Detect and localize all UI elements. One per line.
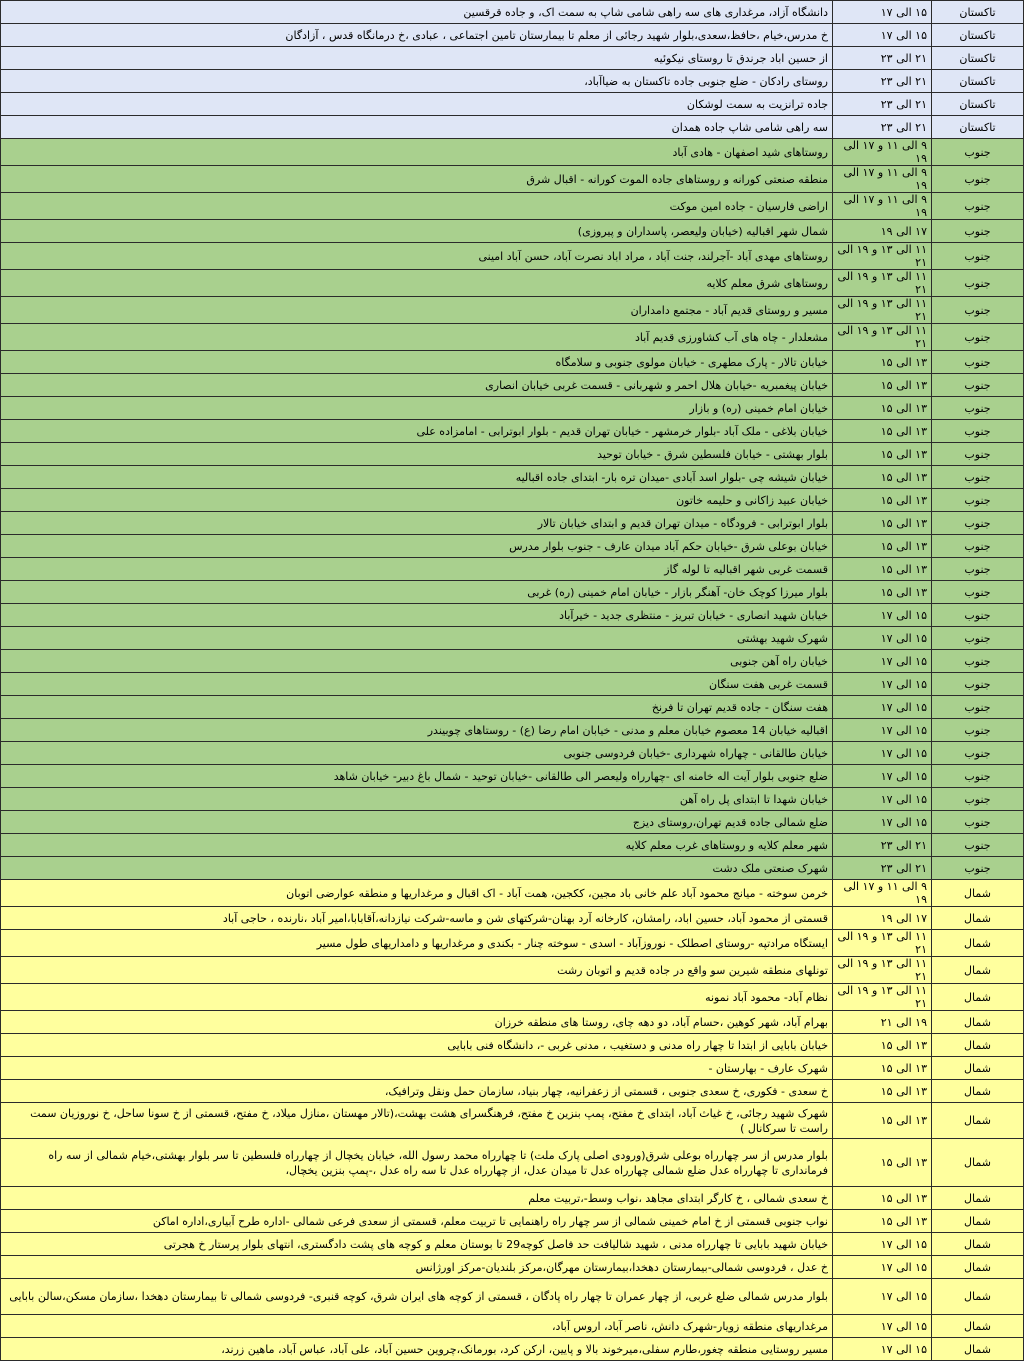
area-cell: روستاهای شرق معلم کلایه (1, 270, 833, 297)
hours-cell: ۱۳ الی ۱۵ (833, 466, 932, 489)
area-cell: خیابان بلاغی - ملک آباد -بلوار خرمشهر - خیابان تهران قدیم - بلوار ابوترابی - امامزاده علی (1, 420, 833, 443)
area-cell: قسمتی از محمود آباد، حسین اباد، رامشان، کارخانه آرد بهنان-شرکتهای شن و ماسه-شرکت نیازدانه،آقابابا،امیر آباد ،نارنده ، حاجی آباد (1, 907, 833, 930)
region-cell: شمال (932, 1103, 1024, 1139)
area-cell: روستاهای شید اصفهان - هادی آباد (1, 139, 833, 166)
area-cell: شهرک عارف - بهارستان - (1, 1057, 833, 1080)
hours-cell: ۱۵ الی ۱۷ (833, 1315, 932, 1338)
outage-row (1, 1, 1024, 24)
region-cell: شمال (932, 1256, 1024, 1279)
hours-cell: ۱۱ الی ۱۳ و ۱۹ الی ۲۱ (833, 930, 932, 957)
region-cell: شمال (932, 1080, 1024, 1103)
hours-cell: ۱۱ الی ۱۳ و ۱۹ الی ۲۱ (833, 243, 932, 270)
outage-row (1, 742, 1024, 765)
hours-cell: ۱۳ الی ۱۵ (833, 558, 932, 581)
region-cell: جنوب (932, 558, 1024, 581)
area-cell: خیابان بوعلی شرق -خیابان حکم آباد میدان عارف - جنوب بلوار مدرس (1, 535, 833, 558)
hours-cell: ۲۱ الی ۲۳ (833, 93, 932, 116)
hours-cell: ۱۱ الی ۱۳ و ۱۹ الی ۲۱ (833, 984, 932, 1011)
hours-cell: ۱۵ الی ۱۷ (833, 788, 932, 811)
outage-row (1, 466, 1024, 489)
area-cell: شهرک صنعتی ملک دشت (1, 857, 833, 880)
area-cell: خیابان امام خمینی (ره) و بازار (1, 397, 833, 420)
area-cell: مرغداریهای منطقه زویار-شهرک دانش، ناصر آباد، اروس آباد، (1, 1315, 833, 1338)
area-cell: بلوار مدرس از سر چهارراه بوعلی شرق(ورودی اصلی پارک ملت) تا چهارراه محمد رسول الله، خیابان یخچال از چهارراه فلسطین تا سر بلوار بهشتی،خیام شمالی از سه راه فرمانداری تا چهارراه عدل ضلع شمالی چهارراه عدل تا میدان عدل، از چهارراه عدل تا سه راه عدل ،-پمپ بنزین یخچال، (1, 1139, 833, 1187)
hours-cell: ۱۱ الی ۱۳ و ۱۹ الی ۲۱ (833, 324, 932, 351)
area-cell: قسمت غربی شهر اقبالیه تا لوله گاز (1, 558, 833, 581)
hours-cell: ۱۳ الی ۱۵ (833, 535, 932, 558)
hours-cell: ۱۵ الی ۱۷ (833, 604, 932, 627)
area-cell: تونلهای منطقه شیرین سو واقع در جاده قدیم و اتوبان رشت (1, 957, 833, 984)
outage-row (1, 650, 1024, 673)
region-cell: جنوب (932, 627, 1024, 650)
area-cell: خ عدل ، فردوسی شمالی-بیمارستان دهخدا،بیمارستان مهرگان،مرکز بلندیان-مرکز اورژانس (1, 1256, 833, 1279)
region-cell: جنوب (932, 324, 1024, 351)
outage-row (1, 443, 1024, 466)
area-cell: نواب جنوبی قسمتی از خ امام خمینی شمالی از سر چهار راه راهنمایی تا تربیت معلم، قسمتی از سعدی فرعی شمالی -اداره طرح آبیاری،اداره اماکن (1, 1210, 833, 1233)
area-cell: مشعلدار - چاه های آب کشاورزی قدیم آباد (1, 324, 833, 351)
area-cell: خیابان تالار - پارک مطهری - خیابان مولوی جنوبی و سلامگاه (1, 351, 833, 374)
area-cell: ضلع جنوبی بلوار آیت اله خامنه ای -چهارراه ولیعصر الی طالقانی -خیابان توحید - شمال باغ دبیر- خیابان شاهد (1, 765, 833, 788)
region-cell: جنوب (932, 673, 1024, 696)
hours-cell: ۲۱ الی ۲۳ (833, 116, 932, 139)
hours-cell: ۹ الی ۱۱ و ۱۷ الی ۱۹ (833, 166, 932, 193)
hours-cell: ۹ الی ۱۱ و ۱۷ الی ۱۹ (833, 193, 932, 220)
region-cell: جنوب (932, 696, 1024, 719)
region-cell: جنوب (932, 742, 1024, 765)
region-cell: شمال (932, 1233, 1024, 1256)
hours-cell: ۹ الی ۱۱ و ۱۷ الی ۱۹ (833, 139, 932, 166)
region-cell: جنوب (932, 270, 1024, 297)
outage-row (1, 270, 1024, 297)
hours-cell: ۱۷ الی ۱۹ (833, 220, 932, 243)
area-cell: بلوار بهشتی - خیابان فلسطین شرق - خیابان توحید (1, 443, 833, 466)
outage-row (1, 351, 1024, 374)
area-cell: مسیر روستایی منطقه چغور،طارم سفلی،میرخوند بالا و پایین، ارکن کرد، بورمانک،چروین حسین آباد، علی آباد، عباس آباد، ماهین زرند، (1, 1338, 833, 1361)
hours-cell: ۱۳ الی ۱۵ (833, 1103, 932, 1139)
area-cell: جاده ترانزیت به سمت لوشکان (1, 93, 833, 116)
hours-cell: ۹ الی ۱۱ و ۱۷ الی ۱۹ (833, 880, 932, 907)
area-cell: شهرک شهید بهشتی (1, 627, 833, 650)
hours-cell: ۲۱ الی ۲۳ (833, 70, 932, 93)
region-cell: جنوب (932, 466, 1024, 489)
area-cell: خیابان پیغمبریه -خیابان هلال احمر و شهربانی - قسمت غربی خیابان انصاری (1, 374, 833, 397)
area-cell: خیابان شهدا تا ابتدای پل راه آهن (1, 788, 833, 811)
hours-cell: ۲۱ الی ۲۳ (833, 857, 932, 880)
hours-cell: ۱۵ الی ۱۷ (833, 696, 932, 719)
area-cell: خیابان شهید انصاری - خیابان تبریز - منتظری جدید - خیرآباد (1, 604, 833, 627)
outage-row (1, 1103, 1024, 1139)
area-cell: بلوار ابوترابی - فرودگاه - میدان تهران قدیم و ابتدای خیابان تالار (1, 512, 833, 535)
area-cell: بلوار مدرس شمالی ضلع غربی، از چهار عمران تا چهار راه پادگان ، قسمتی از کوچه های ایران شرق، کوچه قنبری- فردوسی شمالی تا بیمارستان دهخدا ،سازمان مسکن،سالن بابایی (1, 1279, 833, 1315)
area-cell: سه راهی شامی شاپ جاده همدان (1, 116, 833, 139)
area-cell: شمال شهر اقبالیه (خیابان ولیعصر، پاسداران و پیروزی) (1, 220, 833, 243)
region-cell: جنوب (932, 166, 1024, 193)
outage-row (1, 604, 1024, 627)
region-cell: شمال (932, 1139, 1024, 1187)
area-cell: روستاهای مهدی آباد -آجرلند، جنت آباد ، مراد اباد نصرت آباد، حسن آباد امینی (1, 243, 833, 270)
region-cell: شمال (932, 957, 1024, 984)
region-cell: جنوب (932, 765, 1024, 788)
hours-cell: ۱۳ الی ۱۵ (833, 420, 932, 443)
hours-cell: ۱۳ الی ۱۵ (833, 397, 932, 420)
outage-row (1, 719, 1024, 742)
area-cell: خیابان طالقانی - چهاراه شهرداری -خیابان فردوسی جنوبی (1, 742, 833, 765)
hours-cell: ۱۱ الی ۱۳ و ۱۹ الی ۲۱ (833, 270, 932, 297)
outage-row (1, 1210, 1024, 1233)
region-cell: جنوب (932, 535, 1024, 558)
region-cell: تاکستان (932, 47, 1024, 70)
outage-row (1, 984, 1024, 1011)
outage-row (1, 1034, 1024, 1057)
region-cell: شمال (932, 1338, 1024, 1361)
region-cell: شمال (932, 1315, 1024, 1338)
hours-cell: ۱۵ الی ۱۷ (833, 742, 932, 765)
outage-row (1, 811, 1024, 834)
hours-cell: ۱۵ الی ۱۷ (833, 1338, 932, 1361)
outage-row (1, 1233, 1024, 1256)
hours-cell: ۱۷ الی ۱۹ (833, 907, 932, 930)
hours-cell: ۲۱ الی ۲۳ (833, 834, 932, 857)
region-cell: جنوب (932, 443, 1024, 466)
area-cell: اراضی فارسیان - جاده امین موکت (1, 193, 833, 220)
outage-row (1, 243, 1024, 270)
hours-cell: ۱۳ الی ۱۵ (833, 1057, 932, 1080)
outage-row (1, 116, 1024, 139)
region-cell: تاکستان (932, 1, 1024, 24)
area-cell: روستای رادکان - ضلع جنوبی جاده تاکستان به ضیاآباد، (1, 70, 833, 93)
area-cell: قسمت غربی هفت سنگان (1, 673, 833, 696)
outage-row (1, 24, 1024, 47)
region-cell: جنوب (932, 650, 1024, 673)
area-cell: اقبالیه خیابان 14 معصوم خیابان معلم و مدنی - خیابان امام رضا (ع) - روستاهای چوبیندر (1, 719, 833, 742)
area-cell: هفت سنگان - جاده قدیم تهران تا فرنخ (1, 696, 833, 719)
region-cell: جنوب (932, 397, 1024, 420)
hours-cell: ۱۳ الی ۱۵ (833, 374, 932, 397)
hours-cell: ۱۵ الی ۱۷ (833, 673, 932, 696)
outage-row (1, 47, 1024, 70)
outage-row (1, 1279, 1024, 1315)
region-cell: جنوب (932, 374, 1024, 397)
outage-row (1, 930, 1024, 957)
region-cell: تاکستان (932, 93, 1024, 116)
region-cell: جنوب (932, 420, 1024, 443)
hours-cell: ۱۳ الی ۱۵ (833, 512, 932, 535)
outage-row (1, 420, 1024, 443)
outage-row (1, 880, 1024, 907)
region-cell: جنوب (932, 834, 1024, 857)
region-cell: جنوب (932, 788, 1024, 811)
hours-cell: ۱۳ الی ۱۵ (833, 1034, 932, 1057)
outage-row (1, 139, 1024, 166)
hours-cell: ۱۵ الی ۱۷ (833, 1, 932, 24)
area-cell: مسیر و روستای قدیم آباد - مجتمع دامداران (1, 297, 833, 324)
outage-row (1, 489, 1024, 512)
area-cell: دانشگاه آزاد، مرغداری های سه راهی شامی شاپ به سمت اک، و جاده قرقسین (1, 1, 833, 24)
outage-row (1, 907, 1024, 930)
region-cell: شمال (932, 1187, 1024, 1210)
hours-cell: ۱۵ الی ۱۷ (833, 627, 932, 650)
hours-cell: ۱۳ الی ۱۵ (833, 1139, 932, 1187)
region-cell: جنوب (932, 811, 1024, 834)
outage-row (1, 857, 1024, 880)
area-cell: خ سعدی شمالی ، خ کارگر ابتدای مجاهد ،نواب وسط-،تربیت معلم (1, 1187, 833, 1210)
outage-row (1, 70, 1024, 93)
region-cell: جنوب (932, 719, 1024, 742)
hours-cell: ۱۵ الی ۱۷ (833, 719, 932, 742)
area-cell: بهرام آباد، شهر کوهین ،حسام آباد، دو دهه چای، روستا های منطقه خرزان (1, 1011, 833, 1034)
area-cell: ضلع شمالی جاده قدیم تهران،روستای دیزج (1, 811, 833, 834)
outage-row (1, 957, 1024, 984)
area-cell: خیابان شهید بابایی تا چهارراه مدنی ، شهید شالیافت حد فاصل کوچه29 تا بوستان معلم و کوچه های پشت دادگستری، انتهای بلوار پرستار خ هجرتی (1, 1233, 833, 1256)
hours-cell: ۱۵ الی ۱۷ (833, 1256, 932, 1279)
hours-cell: ۱۵ الی ۱۷ (833, 1279, 932, 1315)
hours-cell: ۱۳ الی ۱۵ (833, 489, 932, 512)
area-cell: شهرک شهید رجائی، خ غیاث آباد، ابتدای خ مفتح، پمپ بنزین خ مفتح، فرهنگسرای هشت بهشت،(تالار مهستان ،منازل میلاد، خ مفتح، قسمتی از خ سونا ساحل، خ نوروزیان سمت راست تا سرکانال ) (1, 1103, 833, 1139)
outage-row (1, 374, 1024, 397)
region-cell: جنوب (932, 243, 1024, 270)
hours-cell: ۱۳ الی ۱۵ (833, 1210, 932, 1233)
hours-cell: ۱۳ الی ۱۵ (833, 443, 932, 466)
region-cell: شمال (932, 1057, 1024, 1080)
region-cell: تاکستان (932, 24, 1024, 47)
outage-row (1, 696, 1024, 719)
area-cell: بلوار میرزا کوچک خان- آهنگر بازار - خیابان امام خمینی (ره) غربی (1, 581, 833, 604)
outage-row (1, 1011, 1024, 1034)
hours-cell: ۱۹ الی ۲۱ (833, 1011, 932, 1034)
area-cell: خیابان راه آهن جنوبی (1, 650, 833, 673)
outage-row (1, 1187, 1024, 1210)
area-cell: خ سعدی - فکوری، خ سعدی جنوبی ، قسمتی از زعفرانیه، چهار بنیاد، سازمان حمل ونقل وترافیک، (1, 1080, 833, 1103)
outage-row (1, 1057, 1024, 1080)
outage-row (1, 535, 1024, 558)
area-cell: خ مدرس،خیام ،حافظ،سعدی،بلوار شهید رجائی از معلم تا بیمارستان تامین اجتماعی ، عبادی ،خ درمانگاه قدس ، آزادگان (1, 24, 833, 47)
hours-cell: ۱۳ الی ۱۵ (833, 581, 932, 604)
outage-row (1, 166, 1024, 193)
region-cell: جنوب (932, 193, 1024, 220)
region-cell: شمال (932, 1210, 1024, 1233)
outage-row (1, 193, 1024, 220)
region-cell: شمال (932, 984, 1024, 1011)
outage-schedule-body (1, 1, 1024, 1361)
hours-cell: ۱۳ الی ۱۵ (833, 351, 932, 374)
outage-row (1, 220, 1024, 243)
outage-row (1, 1256, 1024, 1279)
region-cell: جنوب (932, 512, 1024, 535)
area-cell: از حسین اباد جرندق تا روستای نیکوئیه (1, 47, 833, 70)
hours-cell: ۱۳ الی ۱۵ (833, 1187, 932, 1210)
outage-row (1, 1315, 1024, 1338)
region-cell: شمال (932, 1034, 1024, 1057)
region-cell: شمال (932, 880, 1024, 907)
region-cell: تاکستان (932, 116, 1024, 139)
area-cell: ایستگاه مرادتپه -روستای اصطلک - نوروزآباد - اسدی - سوخته چنار - بکندی و مرغداریها و دامداریهای طول مسیر (1, 930, 833, 957)
region-cell: شمال (932, 930, 1024, 957)
hours-cell: ۱۵ الی ۱۷ (833, 811, 932, 834)
region-cell: شمال (932, 1279, 1024, 1315)
region-cell: جنوب (932, 604, 1024, 627)
outage-row (1, 788, 1024, 811)
region-cell: شمال (932, 1011, 1024, 1034)
outage-row (1, 1338, 1024, 1361)
outage-row (1, 765, 1024, 788)
region-cell: تاکستان (932, 70, 1024, 93)
hours-cell: ۱۵ الی ۱۷ (833, 1233, 932, 1256)
region-cell: جنوب (932, 351, 1024, 374)
outage-row (1, 397, 1024, 420)
outage-row (1, 834, 1024, 857)
hours-cell: ۱۱ الی ۱۳ و ۱۹ الی ۲۱ (833, 957, 932, 984)
outage-row (1, 1080, 1024, 1103)
area-cell: خیابان بابایی از ابتدا تا چهار راه مدنی و دستغیب ، مدنی غربی -، دانشگاه فنی بابایی (1, 1034, 833, 1057)
area-cell: نظام آباد- محمود آباد نمونه (1, 984, 833, 1011)
outage-row (1, 1139, 1024, 1187)
outage-row (1, 558, 1024, 581)
region-cell: جنوب (932, 297, 1024, 324)
outage-row (1, 581, 1024, 604)
outage-row (1, 324, 1024, 351)
region-cell: شمال (932, 907, 1024, 930)
outage-row (1, 297, 1024, 324)
hours-cell: ۲۱ الی ۲۳ (833, 47, 932, 70)
hours-cell: ۱۱ الی ۱۳ و ۱۹ الی ۲۱ (833, 297, 932, 324)
hours-cell: ۱۵ الی ۱۷ (833, 24, 932, 47)
hours-cell: ۱۵ الی ۱۷ (833, 765, 932, 788)
outage-row (1, 93, 1024, 116)
outage-row (1, 627, 1024, 650)
area-cell: خیابان عبید زاکانی و حلیمه خاتون (1, 489, 833, 512)
hours-cell: ۱۳ الی ۱۵ (833, 1080, 932, 1103)
region-cell: جنوب (932, 489, 1024, 512)
outage-row (1, 673, 1024, 696)
region-cell: جنوب (932, 139, 1024, 166)
region-cell: جنوب (932, 220, 1024, 243)
area-cell: خرمن سوخته - میانج محمود آباد علم خانی باد مجین، ککجین، همت آباد - اک اقبال و مرغداریها و منطقه عوارضی اتوبان (1, 880, 833, 907)
region-cell: جنوب (932, 581, 1024, 604)
outage-row (1, 512, 1024, 535)
area-cell: شهر معلم کلایه و روستاهای غرب معلم کلایه (1, 834, 833, 857)
hours-cell: ۱۵ الی ۱۷ (833, 650, 932, 673)
area-cell: خیابان شیشه چی -بلوار اسد آبادی -میدان تره بار- ابتدای جاده اقبالیه (1, 466, 833, 489)
area-cell: منطقه صنعتی کورانه و روستاهای جاده الموت کورانه - اقبال شرق (1, 166, 833, 193)
region-cell: جنوب (932, 857, 1024, 880)
